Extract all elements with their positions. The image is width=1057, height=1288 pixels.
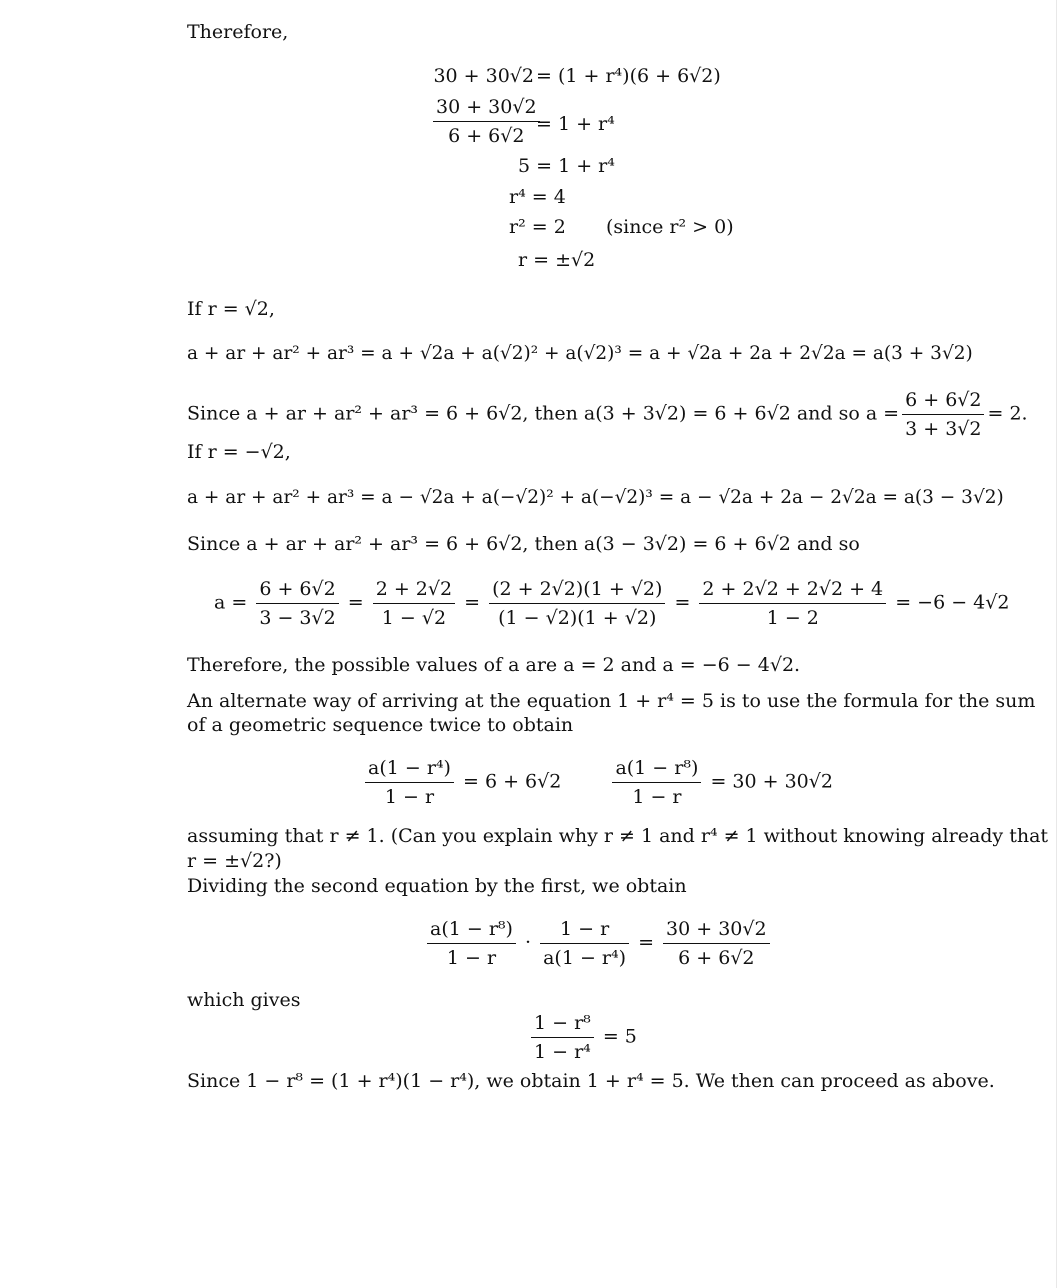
text-alternate-2: of a geometric sequence twice to obtain — [187, 714, 574, 736]
g2-right: = 30 + 30√2 — [710, 770, 833, 793]
text-assuming-2: r = ±√2?) — [187, 850, 282, 872]
text-therefore: Therefore, — [187, 21, 289, 43]
text-dividing: Dividing the second equation by the first, we obtain — [187, 875, 687, 897]
f1-den: 3 − 3√2 — [259, 607, 336, 629]
result-equation — [528, 1011, 637, 1064]
chain-fraction-3 — [489, 577, 665, 630]
w-den: 1 − r⁴ — [534, 1041, 591, 1063]
w-right: = 5 — [602, 1025, 637, 1048]
sum-positive: a + ar + ar² + ar³ = a + √2a + a(√2)² + a(√2)³ = a + √2a + 2a + 2√2a = a(3 + 3√2) — [187, 343, 973, 364]
d1-num: a(1 − r⁸) — [427, 917, 516, 944]
since-negative: Since a + ar + ar² + ar³ = 6 + 6√2, then a(3 − 3√2) = 6 + 6√2 and so — [187, 533, 860, 555]
d1-den: 1 − r — [446, 947, 497, 969]
since-positive-den: 3 + 3√2 — [905, 418, 982, 440]
chain-fraction-4 — [699, 577, 886, 630]
eq1-right: = (1 + r⁴)(6 + 6√2) — [536, 65, 721, 87]
f2-num: 2 + 2√2 — [373, 577, 455, 604]
text-which-gives: which gives — [187, 989, 301, 1011]
eq2-den: 6 + 6√2 — [448, 125, 525, 147]
w-num: 1 − r⁸ — [531, 1011, 594, 1038]
eq6: r = ±√2 — [518, 249, 596, 271]
f3-den: (1 − √2)(1 + √2) — [498, 607, 657, 629]
text-if-negative: If r = −√2, — [187, 441, 291, 463]
w-fraction — [531, 1011, 594, 1064]
d3-num: 30 + 30√2 — [663, 917, 770, 944]
since-positive-num: 6 + 6√2 — [902, 388, 984, 415]
text-possible-values: Therefore, the possible values of a are a = 2 and a = −6 − 4√2. — [187, 654, 801, 676]
eq1-left: 30 + 30√2 — [433, 65, 534, 87]
g2-num: a(1 − r⁸) — [612, 756, 701, 783]
g1-num: a(1 − r⁴) — [365, 756, 454, 783]
eq3: 5 = 1 + r⁴ — [518, 155, 615, 177]
since-positive-end: = 2. — [987, 402, 1028, 425]
a-equals: a = — [214, 591, 248, 614]
g2-fraction — [612, 756, 701, 809]
d2-fraction — [540, 917, 629, 970]
d2-den: a(1 − r⁴) — [543, 947, 627, 969]
g1-den: 1 − r — [384, 786, 435, 808]
a-result: = −6 − 4√2 — [895, 591, 1010, 614]
chain-fraction-2 — [373, 577, 455, 630]
eq2-fraction — [433, 95, 540, 148]
g2-den: 1 − r — [632, 786, 682, 808]
text-assuming-1: assuming that r ≠ 1. (Can you explain why r ≠ 1 and r⁴ ≠ 1 without knowing already that — [187, 825, 1049, 847]
dot: · — [525, 931, 532, 954]
d3-fraction — [663, 917, 770, 970]
text-if-positive: If r = √2, — [187, 298, 275, 320]
since-positive: Since a + ar + ar² + ar³ = 6 + 6√2, then a(3 + 3√2) = 6 + 6√2 and so a = — [187, 402, 900, 425]
text-final: Since 1 − r⁸ = (1 + r⁴)(1 − r⁴), we obtain 1 + r⁴ = 5. We then can proceed as above. — [187, 1070, 995, 1092]
geometric-sum-equations — [362, 756, 833, 809]
sum-negative: a + ar + ar² + ar³ = a − √2a + a(−√2)² + a(−√2)³ = a − √2a + 2a − 2√2a = a(3 − 3√2) — [187, 487, 1004, 508]
g1-right: = 6 + 6√2 — [463, 770, 562, 793]
eq2-left — [430, 95, 537, 148]
chain-fraction-1 — [256, 577, 338, 630]
eq2-right: = 1 + r⁴ — [536, 113, 615, 135]
since-positive-line — [187, 388, 1028, 441]
d1-fraction — [427, 917, 516, 970]
d3-den: 6 + 6√2 — [678, 947, 755, 969]
eq2-num: 30 + 30√2 — [433, 95, 540, 122]
eq5-note: (since r² > 0) — [606, 216, 734, 238]
eq5: r² = 2 — [509, 216, 566, 238]
g1-fraction — [365, 756, 454, 809]
f2-den: 1 − √2 — [381, 607, 447, 629]
f1-num: 6 + 6√2 — [256, 577, 338, 604]
a-chain: a = $\frac{6 + 6√2}{3 - 3√2}$ = $\frac{2 + 2√2}{1 - √2}$ = $\frac{(2 + 2√2)(1 + √2)}{(1 - √2)(1 + √2)}$ = $\frac{2 + 2√2 + 2√2 + 4}{1 - 2}$ = −6 − 4√2 — [214, 578, 1010, 629]
text-alternate-1: An alternate way of arriving at the equation 1 + r⁴ = 5 is to use the formula for the sum — [187, 690, 1036, 712]
eq4: r⁴ = 4 — [509, 186, 566, 208]
division-equation: $\frac{\text{a(1 − r⁸)}}{1 - r}$ · $\frac{1 - r}{\text{a(1 − r⁴)}}$ = $\frac{30 + 30√2}{6 + 6√2}$ — [424, 917, 773, 970]
f4-num: 2 + 2√2 + 2√2 + 4 — [699, 577, 886, 604]
f4-den: 1 − 2 — [766, 607, 819, 629]
since-positive-fraction — [902, 388, 984, 441]
f3-num: (2 + 2√2)(1 + √2) — [489, 577, 665, 604]
d2-num: 1 − r — [540, 917, 629, 944]
